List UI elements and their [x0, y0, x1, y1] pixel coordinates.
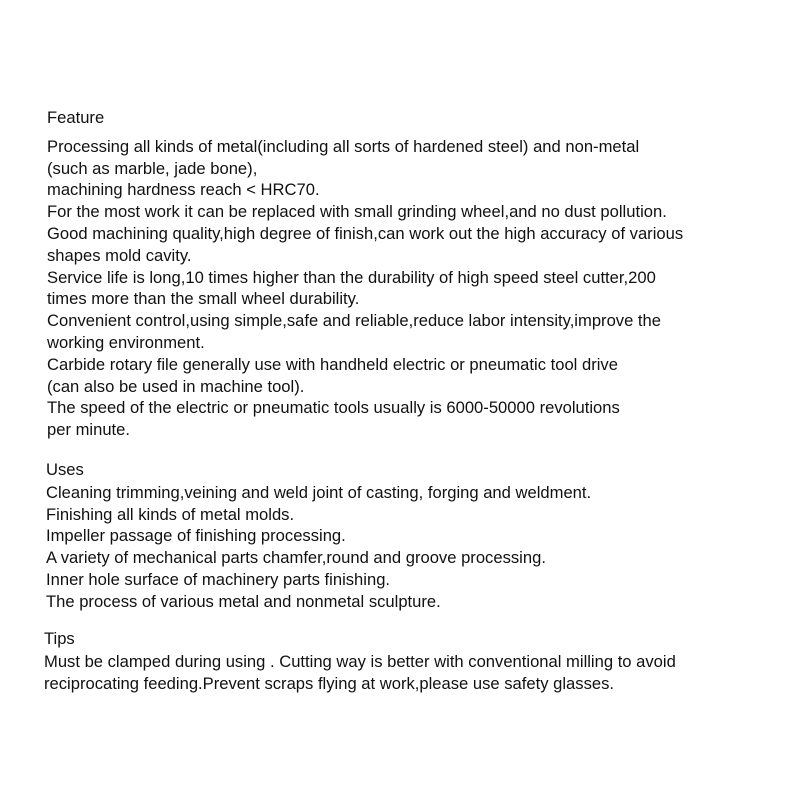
feature-line: (such as marble, jade bone),: [47, 158, 258, 178]
feature-line: Good machining quality,high degree of finish,can work out the high accuracy of various: [47, 223, 684, 243]
feature-line: per minute.: [47, 420, 131, 440]
uses-section: [46, 459, 591, 613]
feature-line: machining hardness reach < HRC70.: [47, 180, 320, 200]
uses-line: Inner hole surface of machinery parts finishing.: [46, 569, 391, 589]
feature-line: shapes mold cavity.: [47, 245, 192, 265]
feature-line: working environment.: [47, 332, 205, 352]
uses-line: The process of various metal and nonmetal sculpture.: [46, 591, 441, 611]
uses-line: A variety of mechanical parts chamfer,round and groove processing.: [46, 548, 546, 568]
feature-line: Processing all kinds of metal(including all sorts of hardened steel) and non-metal: [47, 136, 640, 156]
uses-line: Impeller passage of finishing processing.: [46, 526, 346, 546]
uses-line: Cleaning trimming,veining and weld joint of casting, forging and weldment.: [46, 482, 592, 502]
feature-line: times more than the small wheel durability.: [47, 289, 360, 309]
feature-line: (can also be used in machine tool).: [47, 376, 305, 396]
feature-line: The speed of the electric or pneumatic tools usually is 6000-50000 revolutions: [47, 398, 620, 418]
feature-section: [47, 107, 683, 441]
uses-line: Finishing all kinds of metal molds.: [46, 504, 295, 524]
tips-heading: Tips: [44, 629, 75, 648]
tips-section: [44, 628, 676, 694]
uses-heading: Uses: [46, 460, 84, 479]
feature-line: For the most work it can be replaced with small grinding wheel,and no dust pollution.: [47, 202, 667, 222]
feature-heading: Feature: [47, 108, 105, 127]
feature-line: Carbide rotary file generally use with handheld electric or pneumatic tool drive: [47, 354, 618, 374]
feature-lines: [47, 136, 683, 441]
tips-line: reciprocating feeding.Prevent scraps flying at work,please use safety glasses.: [44, 673, 615, 693]
tips-line: Must be clamped during using . Cutting way is better with conventional milling to avoid: [44, 651, 676, 671]
feature-line: Convenient control,using simple,safe and reliable,reduce labor intensity,improve the: [47, 311, 662, 331]
feature-line: Service life is long,10 times higher than the durability of high speed steel cutter,200: [47, 267, 656, 287]
tips-lines: [44, 651, 676, 695]
uses-lines: [46, 482, 591, 613]
